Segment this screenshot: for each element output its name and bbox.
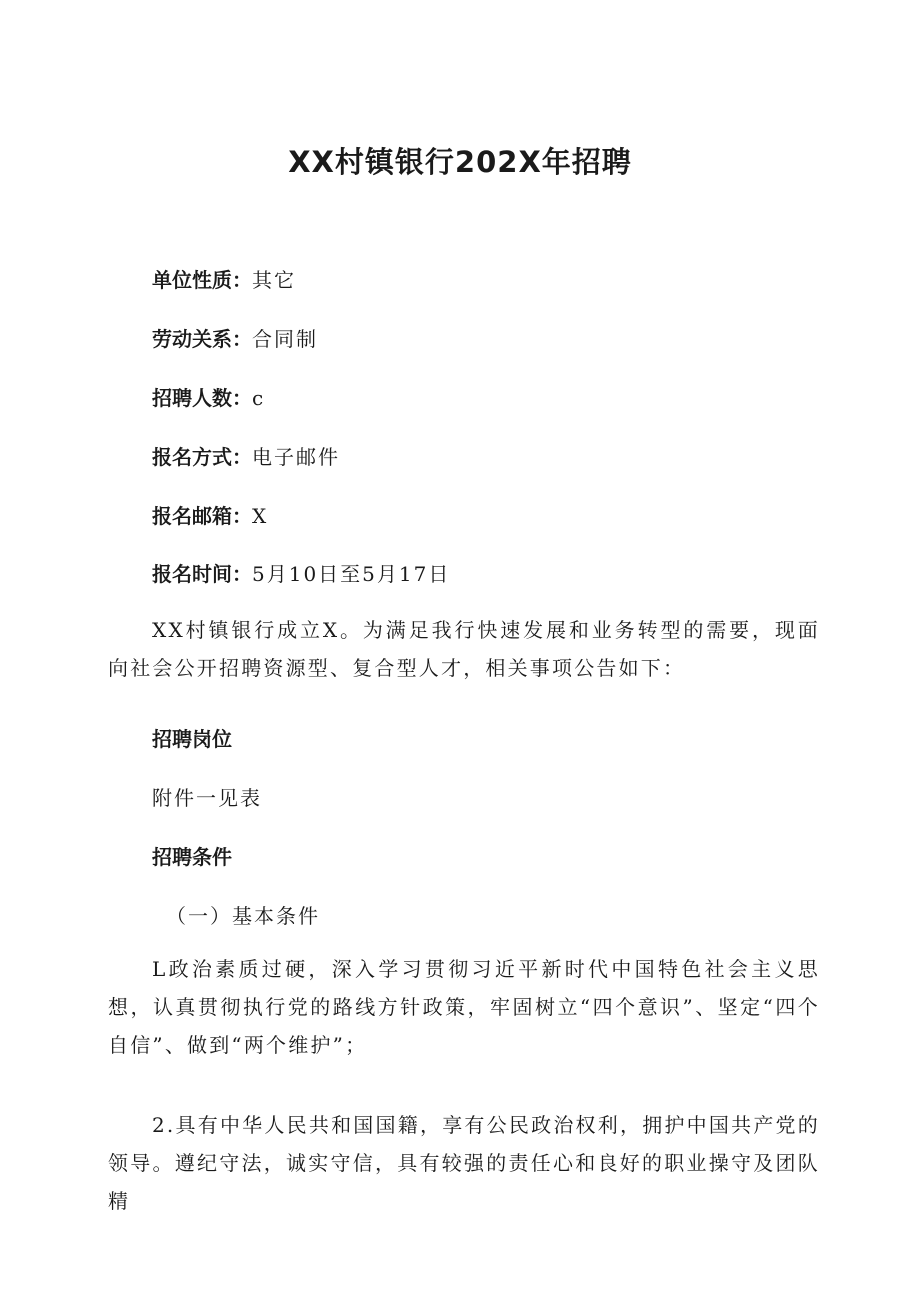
field-label: 招聘人数：: [152, 386, 252, 410]
heading-positions: 招聘岗位: [152, 727, 232, 751]
field-value: 其它: [252, 268, 296, 292]
field-label: 单位性质：: [152, 268, 252, 292]
field-label: 报名时间：: [152, 562, 252, 586]
field-value: 合同制: [252, 327, 318, 351]
field-apply-email: [152, 500, 268, 529]
field-value: 5月10日至5月17日: [252, 562, 451, 586]
heading-conditions: 招聘条件: [152, 845, 232, 869]
field-value: c: [252, 386, 266, 410]
field-apply-time: [152, 558, 450, 587]
field-label: 报名方式：: [152, 445, 252, 469]
field-label: 劳动关系：: [152, 327, 252, 351]
field-value: X: [252, 504, 269, 528]
field-label: 报名邮箱：: [152, 504, 252, 528]
condition-item-1: L政治素质过硬，深入学习贯彻习近平新时代中国特色社会主义思想，认真贯彻执行党的路线方针政策，牢固树立“四个意识”、坚定“四个自信”、做到“两个维护”；: [108, 957, 820, 1057]
field-labor-relation: [152, 323, 318, 352]
field-recruit-count: [152, 382, 265, 411]
field-apply-method: [152, 441, 340, 470]
intro-paragraph: XX村镇银行成立X。为满足我行快速发展和业务转型的需要，现面向社会公开招聘资源型、复合型人才，相关事项公告如下：: [108, 618, 820, 680]
positions-text: 附件一见表: [152, 786, 262, 810]
condition-item-2: 2.具有中华人民共和国国籍，享有公民政治权利，拥护中国共产党的领导。遵纪守法，诚实守信，具有较强的责任心和良好的职业操守及团队精: [108, 1113, 820, 1213]
document-title: XX村镇银行202X年招聘: [288, 145, 632, 179]
field-unit-nature: [152, 264, 296, 293]
subheading-basic-conditions: （一）基本条件: [166, 904, 320, 928]
field-value: 电子邮件: [252, 445, 340, 469]
